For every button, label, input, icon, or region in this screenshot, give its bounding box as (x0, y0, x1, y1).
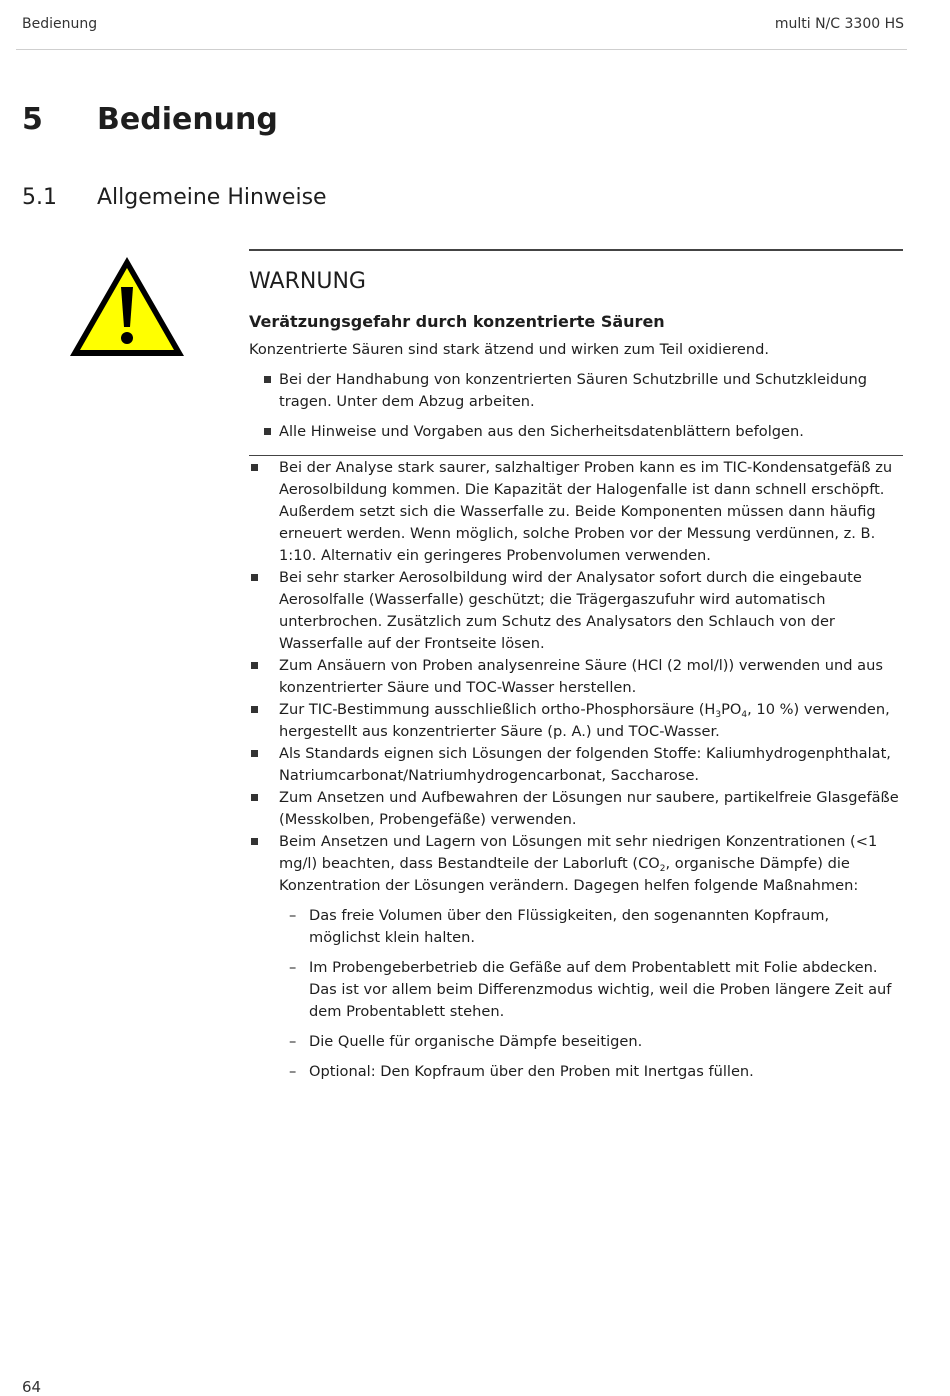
list-item (249, 567, 903, 655)
warning-top-rule (249, 249, 903, 251)
dash-marker: – (289, 1063, 297, 1080)
sub-list-item (279, 905, 903, 949)
warning-bullet-text: Bei der Handhabung von konzentrierten Säuren Schutzbrille und Schutzkleidung tragen. Unter dem Abzug arbeiten. (279, 371, 867, 410)
exclamation-dot (121, 332, 133, 344)
warning-heading: WARNUNG (249, 269, 366, 294)
text-part: , organische Dämpfe) die Konzentration der Lösungen verändern. Dagegen helfen folgende Maßnahmen: (279, 855, 859, 894)
warning-bottom-rule (249, 455, 903, 456)
sub-list-item-text: Im Probengeberbetrieb die Gefäße auf dem Probentablett mit Folie abdecken. Das ist vor allem beim Differenzmodus wichtig, weil die Proben längere Zeit auf dem Probentablett stehen. (309, 959, 892, 1020)
bullet-square-icon (251, 706, 258, 713)
bullet-square-icon (251, 750, 258, 757)
text-part: PO (721, 701, 742, 718)
section-number: 5.1 (22, 185, 57, 210)
list-item-text (279, 833, 877, 894)
header-divider (16, 49, 907, 50)
list-item-text (279, 701, 890, 740)
sub-list-item (279, 957, 903, 1023)
warning-triangle-icon (68, 255, 186, 359)
bullet-square-icon (251, 464, 258, 471)
text-part: Zur TIC-Bestimmung ausschließlich ortho-Phosphorsäure (H (279, 701, 716, 718)
section-title: Allgemeine Hinweise (97, 185, 327, 210)
list-item-text: Als Standards eignen sich Lösungen der folgenden Stoffe: Kaliumhydrogenphthalat, Natriumcarbonat/Natriumhydrogencarbonat, Saccharose. (279, 745, 891, 784)
running-header-right: multi N/C 3300 HS (774, 16, 904, 32)
sub-list-item-text: Optional: Den Kopfraum über den Proben mit Inertgas füllen. (309, 1063, 754, 1080)
subscript: 2 (659, 864, 666, 874)
chapter-number: 5 (22, 102, 43, 137)
bullet-square-icon (251, 838, 258, 845)
list-item (249, 457, 903, 567)
text-part: Beim Ansetzen und Lagern von Lösungen mit sehr niedrigen Konzentrationen (<1 mg/l) beachten, dass Bestandteile der Laborluft (CO (279, 833, 878, 872)
list-item (249, 655, 903, 699)
running-header-left: Bedienung (22, 16, 98, 32)
bullet-square-icon (264, 428, 271, 435)
warning-box (249, 249, 903, 451)
bullet-square-icon (264, 376, 271, 383)
dash-marker: – (289, 959, 297, 976)
warning-bullet (249, 421, 903, 443)
subscript: 3 (715, 710, 722, 720)
list-item (249, 699, 903, 743)
list-item (249, 831, 903, 1083)
sub-list-item (279, 1061, 903, 1083)
warning-text: Konzentrierte Säuren sind stark ätzend und wirken zum Teil oxidierend. (249, 341, 770, 358)
sub-list-item (279, 1031, 903, 1053)
sub-list-item-text: Die Quelle für organische Dämpfe beseitigen. (309, 1033, 643, 1050)
list-item-text: Zum Ansäuern von Proben analysenreine Säure (HCl (2 mol/l)) verwenden und aus konzentrierter Säure und TOC-Wasser herstellen. (279, 657, 883, 696)
list-item (249, 787, 903, 831)
instruction-list (249, 457, 903, 1091)
list-item-text: Bei der Analyse stark saurer, salzhaltiger Proben kann es im TIC-Kondensatgefäß zu Aerosolbildung kommen. Die Kapazität der Halogenfalle ist dann schnell erschöpft. Außerdem setzt sich die Wasserfalle zu. Beide Komponenten müssen dann häufig erneuert werden. Wenn möglich, solche Proben vor der Messung verdünnen, z. B. 1:10. Alternativ ein geringeres Probenvolumen verwenden. (279, 459, 893, 564)
list-item (249, 743, 903, 787)
page-number: 64 (22, 1378, 42, 1396)
warning-subheading: Verätzungsgefahr durch konzentrierte Säuren (249, 312, 665, 331)
warning-bullet-text: Alle Hinweise und Vorgaben aus den Sicherheitsdatenblättern befolgen. (279, 423, 804, 440)
dash-marker: – (289, 907, 297, 924)
list-item-text: Bei sehr starker Aerosolbildung wird der Analysator sofort durch die eingebaute Aerosolfalle (Wasserfalle) geschützt; die Trägergaszufuhr wird automatisch unterbrochen. Zusätzlich zum Schutz des Analysators den Schlauch von der Wasserfalle auf der Frontseite lösen. (279, 569, 862, 652)
bullet-square-icon (251, 662, 258, 669)
bullet-square-icon (251, 794, 258, 801)
text-part: , 10 %) verwenden, hergestellt aus konzentrierter Säure (p. A.) und TOC-Wasser. (279, 701, 890, 740)
sub-list (279, 905, 903, 1083)
chapter-title: Bedienung (97, 102, 278, 137)
warning-bullet (249, 369, 903, 413)
sub-list-item-text: Das freie Volumen über den Flüssigkeiten, den sogenannten Kopfraum, möglichst klein halten. (309, 907, 830, 946)
warning-bullet-list (249, 369, 903, 443)
bullet-square-icon (251, 574, 258, 581)
subscript: 4 (741, 710, 748, 720)
list-item-text: Zum Ansetzen und Aufbewahren der Lösungen nur saubere, partikelfreie Glasgefäße (Messkolben, Probengefäße) verwenden. (279, 789, 899, 828)
dash-marker: – (289, 1033, 297, 1050)
